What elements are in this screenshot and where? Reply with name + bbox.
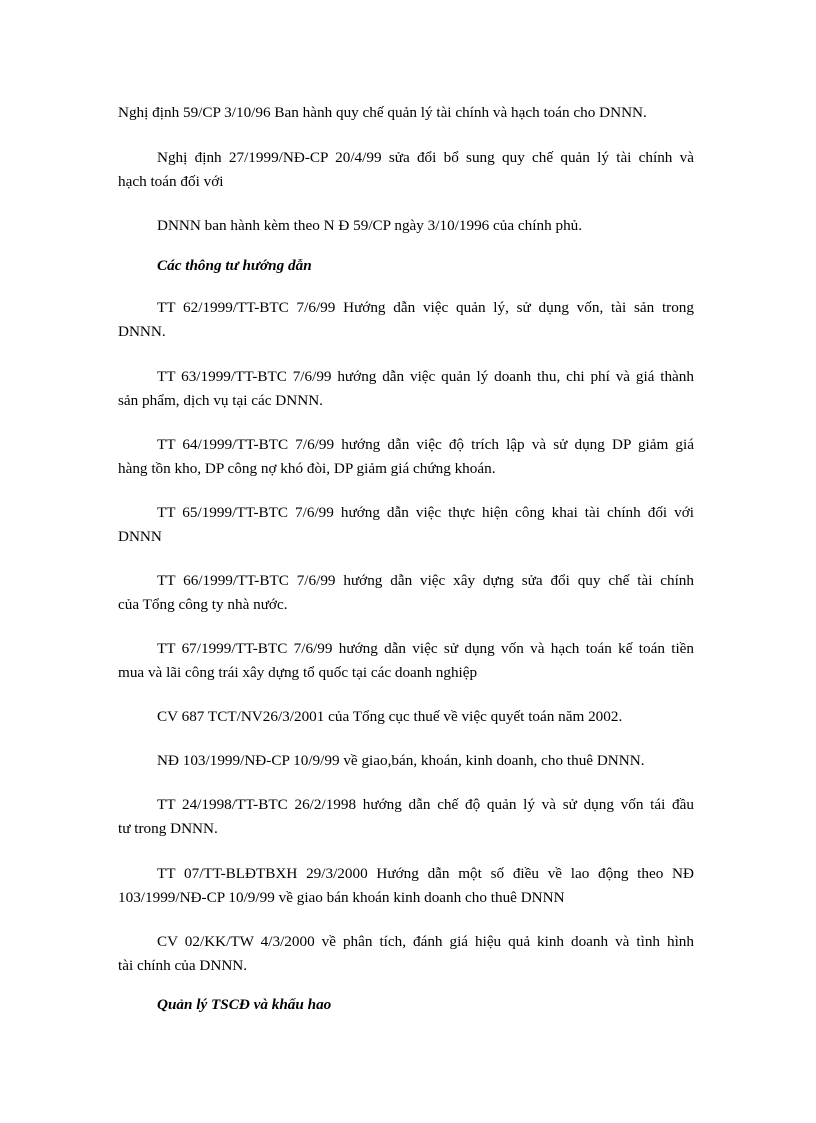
paragraph-line: CV 02/KK/TW 4/3/2000 về phân tích, đánh giá hiệu quả kinh doanh và tình hình (157, 933, 694, 950)
paragraph-line: TT 66/1999/TT-BTC 7/6/99 hướng dẫn việc xây dựng sửa đổi quy chế tài chính (157, 572, 694, 589)
paragraph-line: của Tổng công ty nhà nước. (118, 596, 288, 613)
section-heading: Quản lý TSCĐ và khấu hao (157, 996, 332, 1013)
paragraph-line: DNNN ban hành kèm theo N Đ 59/CP ngày 3/10/1996 của chính phủ. (157, 217, 583, 234)
paragraph-line: sản phẩm, dịch vụ tại các DNNN. (118, 392, 323, 409)
section-heading: Các thông tư hướng dẫn (157, 257, 312, 274)
paragraph-line: TT 64/1999/TT-BTC 7/6/99 hướng dẫn việc độ trích lập và sử dụng DP giảm giá (157, 436, 694, 453)
paragraph-line: hạch toán đối với (118, 173, 224, 190)
paragraph-line: 103/1999/NĐ-CP 10/9/99 về giao bán khoán kinh doanh cho thuê DNNN (118, 889, 565, 906)
paragraph-line: Nghị định 27/1999/NĐ-CP 20/4/99 sửa đổi bổ sung quy chế quản lý tài chính và (157, 149, 694, 166)
paragraph-line: CV 687 TCT/NV26/3/2001 của Tổng cục thuế về việc quyết toán năm 2002. (157, 708, 623, 725)
paragraph-line: TT 63/1999/TT-BTC 7/6/99 hướng dẫn việc quản lý doanh thu, chi phí và giá thành (157, 368, 694, 385)
paragraph-line: TT 62/1999/TT-BTC 7/6/99 Hướng dẫn việc quản lý, sử dụng vốn, tài sản trong (157, 299, 694, 316)
paragraph-line: DNNN. (118, 323, 166, 340)
paragraph-line: NĐ 103/1999/NĐ-CP 10/9/99 về giao,bán, khoán, kinh doanh, cho thuê DNNN. (157, 752, 645, 769)
paragraph-line: tư trong DNNN. (118, 820, 218, 837)
paragraph-line: TT 65/1999/TT-BTC 7/6/99 hướng dẫn việc thực hiện công khai tài chính đối với (157, 504, 694, 521)
paragraph-line: DNNN (118, 528, 162, 545)
paragraph-line: TT 67/1999/TT-BTC 7/6/99 hướng dẫn việc sử dụng vốn và hạch toán kế toán tiền (157, 640, 694, 657)
paragraph-line: tài chính của DNNN. (118, 957, 248, 974)
paragraph-line: mua và lãi công trái xây dựng tổ quốc tại các doanh nghiệp (118, 664, 478, 681)
paragraph-line: TT 07/TT-BLĐTBXH 29/3/2000 Hướng dẫn một số điều về lao động theo NĐ (157, 865, 694, 882)
paragraph-line: Nghị định 59/CP 3/10/96 Ban hành quy chế quản lý tài chính và hạch toán cho DNNN. (118, 104, 647, 121)
paragraph-line: hàng tồn kho, DP công nợ khó đòi, DP giảm giá chứng khoán. (118, 460, 496, 477)
paragraph-line: TT 24/1998/TT-BTC 26/2/1998 hướng dẫn chế độ quản lý và sử dụng vốn tái đầu (157, 796, 694, 813)
